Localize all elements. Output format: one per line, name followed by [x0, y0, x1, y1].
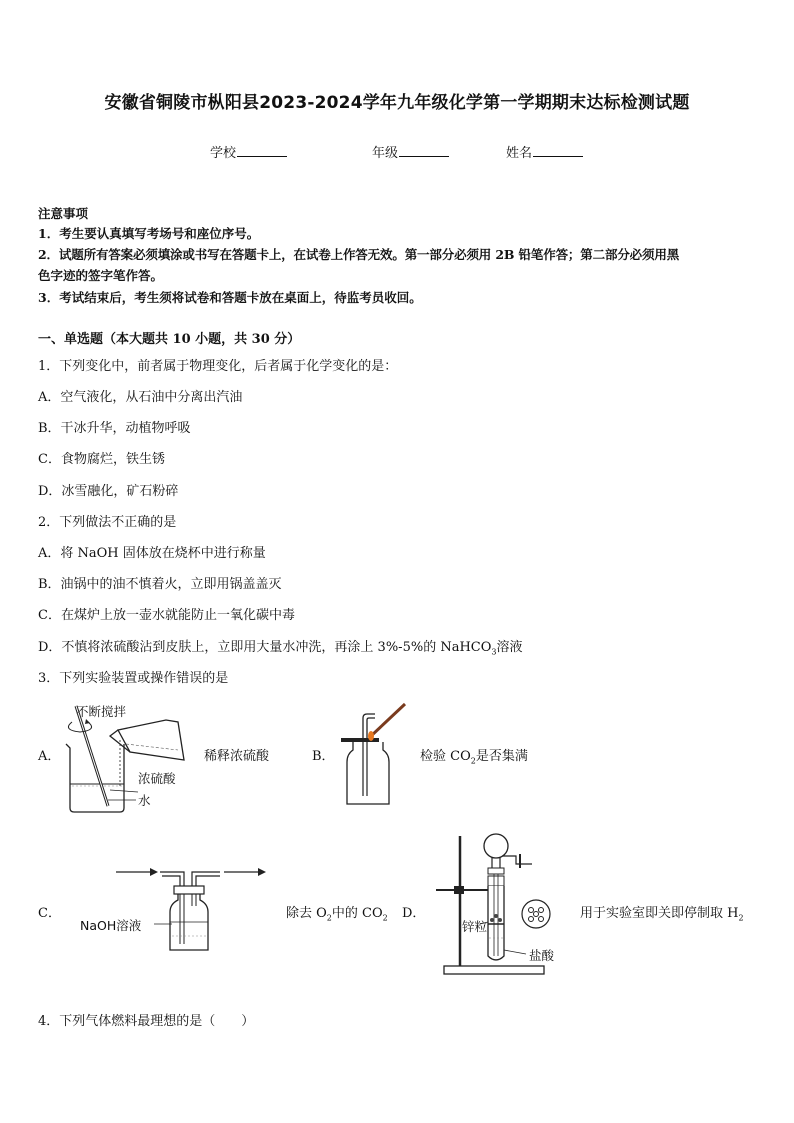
- name-label: 姓名: [506, 146, 533, 161]
- q2-stem: 2．下列做法不正确的是: [38, 515, 177, 530]
- school-label: 学校: [210, 146, 237, 161]
- q2-option-a: A．将 NaOH 固体放在烧杯中进行称量: [38, 546, 266, 561]
- q2-option-d-sub: 3: [491, 647, 497, 657]
- q4-stem: 4．下列气体燃料最理想的是（ ）: [38, 1014, 255, 1029]
- q3-a-acid-label: 浓硫酸: [138, 771, 176, 786]
- notice-item-2: 2．试题所有答案必须填涂或书写在答题卡上，在试卷上作答无效。第一部分必须用 2B 铅笔作答；第二部分必须用黑: [38, 247, 680, 262]
- q2-option-d-tail: 溶液: [496, 640, 523, 655]
- notice-item-2-cont: 色字迹的签字笔作答。: [38, 268, 164, 283]
- q3-b-caption-text: 检验 CO: [420, 749, 471, 764]
- q3-a-caption: 稀释浓硫酸: [204, 749, 270, 764]
- q2-option-c: C．在煤炉上放一壶水就能防止一氧化碳中毒: [38, 608, 295, 623]
- q3-c-caption-mid: 中的 CO: [331, 906, 383, 921]
- q3-d-caption: [580, 902, 744, 923]
- q1-option-a: A．空气液化，从石油中分离出汽油: [38, 390, 243, 405]
- q3-c-caption-sub1: 2: [326, 913, 332, 923]
- q2-option-d: [38, 636, 523, 657]
- grade-blank: [399, 144, 449, 157]
- gas-bottle-diagram: [335, 700, 415, 810]
- q2-option-b: B．油锅中的油不慎着火，立即用锅盖盖灭: [38, 577, 282, 592]
- name-field: [506, 142, 583, 161]
- q3-c-caption: [286, 902, 388, 923]
- grade-label: 年级: [372, 146, 399, 161]
- grade-field: [372, 142, 449, 161]
- school-field: [210, 142, 287, 161]
- page-title: 安徽省铜陵市枞阳县2023-2024学年九年级化学第一学期期末达标检测试题: [104, 93, 690, 113]
- q1-option-b: B．干冰升华，动植物呼吸: [38, 421, 191, 436]
- q3-stem: 3．下列实验装置或操作错误的是: [38, 671, 229, 686]
- q2-option-d-text: D．不慎将浓硫酸沾到皮肤上，立即用大量水冲洗，再涂上 3%-5%的 NaHCO: [38, 640, 492, 655]
- q3-b-letter: B．: [312, 749, 335, 764]
- q3-d-zinc-label: 锌粒: [462, 919, 488, 934]
- name-blank: [533, 144, 583, 157]
- q3-d-caption-text: 用于实验室即关即停制取 H: [580, 906, 739, 921]
- q3-a-water-label: 水: [138, 793, 151, 808]
- school-blank: [237, 144, 287, 157]
- q1-stem: 1．下列变化中，前者属于物理变化，后者属于化学变化的是：: [38, 359, 398, 374]
- gas-generator-diagram: [436, 828, 576, 978]
- q3-c-caption-text: 除去 O: [286, 906, 327, 921]
- q3-b-caption-tail: 是否集满: [475, 749, 528, 764]
- notice-item-1: 1．考生要认真填写考场号和座位序号。: [38, 226, 260, 241]
- section-heading: 一、单选题（本大题共 10 小题，共 30 分）: [38, 332, 301, 347]
- q3-b-caption-sub: 2: [470, 756, 476, 766]
- q3-a-letter: A．: [38, 749, 61, 764]
- q3-c-caption-sub2: 2: [382, 913, 388, 923]
- q3-d-hcl-label: 盐酸: [529, 948, 555, 963]
- notice-item-3: 3．考试结束后，考生须将试卷和答题卡放在桌面上，待监考员收回。: [38, 290, 422, 305]
- gas-wash-bottle-diagram: [112, 862, 272, 952]
- notice-heading: 注意事项: [38, 206, 89, 221]
- q3-d-caption-sub: 2: [738, 913, 744, 923]
- q3-c-naoh-label: NaOH溶液: [80, 918, 142, 933]
- q1-option-d: D．冰雪融化，矿石粉碎: [38, 484, 179, 499]
- q3-c-letter: C．: [38, 906, 61, 921]
- q1-option-c: C．食物腐烂，铁生锈: [38, 452, 165, 467]
- q3-a-stir-label: 不断搅拌: [76, 704, 127, 719]
- q3-b-caption: [420, 745, 528, 766]
- q3-d-letter: D．: [402, 906, 426, 921]
